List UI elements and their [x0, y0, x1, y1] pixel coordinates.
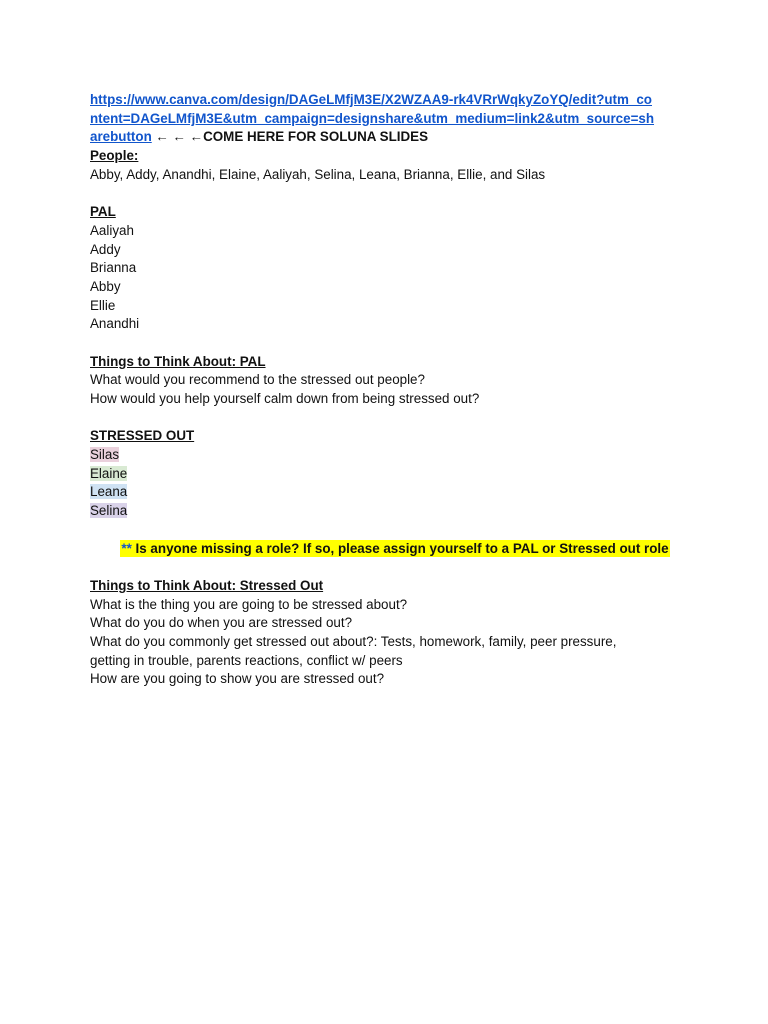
pal-question: What would you recommend to the stressed out people? [90, 372, 425, 388]
spacer [90, 558, 690, 577]
stressed-member-row [90, 446, 690, 465]
notice-stars: ** [121, 540, 132, 556]
stressed-question: What do you commonly get stressed out about?: Tests, homework, family, peer pressure, [90, 633, 617, 649]
canva-link-part-1[interactable]: https://www.canva.com/design/DAGeLMfjM3E/X2WZAA9-rk4VRrWqkyZoYQ/edit?utm_co [90, 92, 652, 107]
pal-question: How would you help yourself calm down from being stressed out? [90, 391, 480, 406]
stressed-member-elaine: Elaine [90, 465, 128, 481]
canva-link-row-3 [90, 128, 690, 147]
people-heading: People: [90, 148, 139, 164]
spacer [90, 521, 690, 540]
canva-link-row-1 [90, 91, 690, 110]
canva-link-part-3[interactable]: arebutton [90, 129, 152, 145]
pal-questions-heading-row [90, 353, 690, 372]
spacer [90, 409, 690, 428]
stressed-member-selina: Selina [90, 503, 128, 519]
stressed-question: How are you going to show you are stressed out? [90, 671, 385, 687]
stressed-question: What do you do when you are stressed out? [90, 615, 353, 631]
pal-member: Aaliyah [90, 222, 134, 238]
pal-member: Brianna [90, 260, 137, 276]
pal-member: Anandhi [90, 316, 140, 332]
stressed-member-row [90, 483, 690, 502]
canva-link-part-2[interactable]: ntent=DAGeLMfjM3E&utm_campaign=designshare&utm_medium=link2&utm_source=sh [90, 110, 655, 126]
stressed-questions-heading-row [90, 577, 690, 596]
stressed-member-leana: Leana [90, 484, 128, 500]
pal-questions-heading: Things to Think About: PAL [90, 353, 266, 369]
document-body [90, 91, 690, 689]
role-notice [120, 540, 669, 557]
stressed-member-row [90, 465, 690, 484]
people-heading-row [90, 147, 690, 166]
role-notice-row [100, 540, 690, 559]
slides-arrow-note: ← ← ←COME HERE FOR SOLUNA SLIDES [151, 129, 429, 145]
stressed-heading-row [90, 427, 690, 446]
people-list: Abby, Addy, Anandhi, Elaine, Aaliyah, Selina, Leana, Brianna, Ellie, and Silas [90, 166, 546, 182]
spacer [90, 184, 690, 203]
stressed-heading: STRESSED OUT [90, 428, 195, 444]
spacer [90, 334, 690, 353]
notice-text: Is anyone missing a role? If so, please assign yourself to a PAL or Stressed out role [131, 540, 669, 556]
canva-link-row-2 [90, 110, 690, 129]
pal-member: Addy [90, 241, 121, 257]
stressed-question: getting in trouble, parents reactions, conflict w/ peers [90, 652, 403, 668]
pal-member: Abby [90, 278, 121, 294]
pal-heading-row [90, 203, 690, 222]
stressed-member-silas: Silas [90, 447, 120, 463]
pal-member: Ellie [90, 297, 116, 313]
stressed-question: What is the thing you are going to be stressed about? [90, 596, 408, 612]
stressed-member-row [90, 502, 690, 521]
pal-heading: PAL [90, 204, 116, 220]
stressed-questions-heading: Things to Think About: Stressed Out [90, 577, 324, 593]
